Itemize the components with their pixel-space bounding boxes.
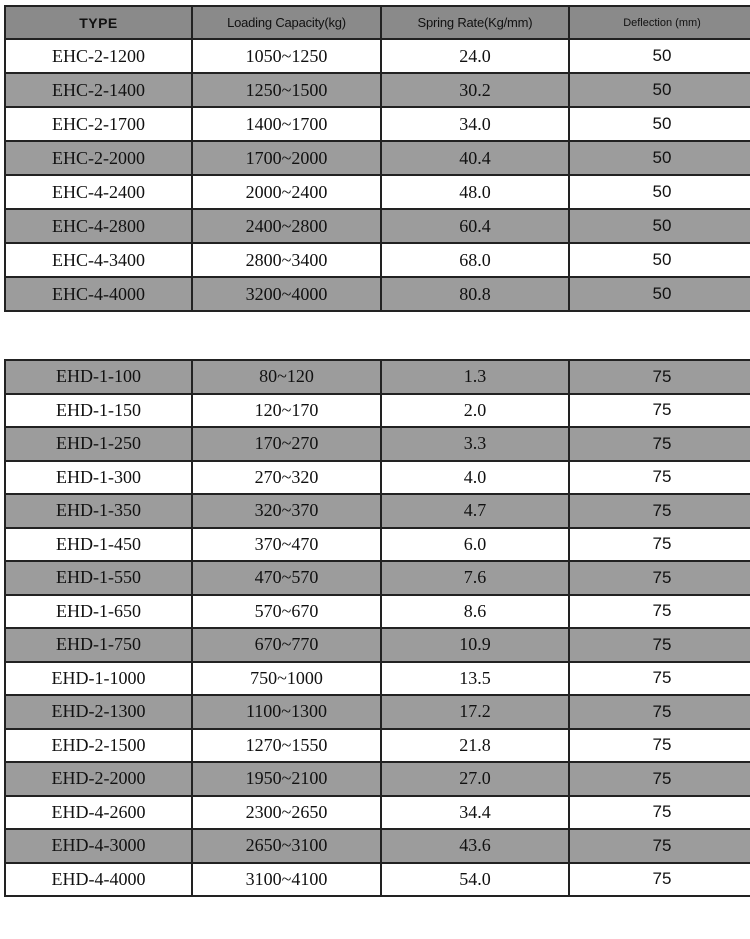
spring-rate-cell: 60.4 (381, 209, 569, 243)
deflection-cell: 75 (569, 394, 750, 428)
loading-capacity-cell: 1950~2100 (192, 762, 381, 796)
deflection-cell: 75 (569, 796, 750, 830)
type-cell: EHD-2-2000 (5, 762, 192, 796)
loading-capacity-cell: 750~1000 (192, 662, 381, 696)
loading-capacity-cell: 170~270 (192, 427, 381, 461)
spring-rate-cell: 6.0 (381, 528, 569, 562)
deflection-cell: 50 (569, 277, 750, 311)
type-cell: EHD-1-1000 (5, 662, 192, 696)
spring-rate-cell: 34.4 (381, 796, 569, 830)
spring-rate-cell: 40.4 (381, 141, 569, 175)
table-row (5, 277, 750, 311)
table-row (5, 243, 750, 277)
type-cell: EHD-1-250 (5, 427, 192, 461)
type-cell: EHD-4-3000 (5, 829, 192, 863)
table-row (5, 209, 750, 243)
loading-capacity-cell: 1100~1300 (192, 695, 381, 729)
header-row (5, 6, 750, 39)
table-row (5, 628, 750, 662)
deflection-cell: 75 (569, 427, 750, 461)
type-cell: EHC-2-2000 (5, 141, 192, 175)
type-cell: EHD-1-150 (5, 394, 192, 428)
loading-capacity-cell: 570~670 (192, 595, 381, 629)
loading-capacity-cell: 3100~4100 (192, 863, 381, 897)
type-cell: EHD-1-100 (5, 360, 192, 394)
header-loading-capacity: Loading Capacity(kg) (192, 6, 381, 39)
type-cell: EHD-1-750 (5, 628, 192, 662)
deflection-cell: 75 (569, 829, 750, 863)
loading-capacity-cell: 1270~1550 (192, 729, 381, 763)
deflection-cell: 50 (569, 107, 750, 141)
type-cell: EHD-2-1500 (5, 729, 192, 763)
deflection-cell: 75 (569, 662, 750, 696)
spring-rate-cell: 4.0 (381, 461, 569, 495)
type-cell: EHC-4-2800 (5, 209, 192, 243)
type-cell: EHD-1-350 (5, 494, 192, 528)
ehd-spec-table (4, 359, 750, 897)
spring-rate-cell: 24.0 (381, 39, 569, 73)
table-row (5, 561, 750, 595)
loading-capacity-cell: 1250~1500 (192, 73, 381, 107)
table-row (5, 175, 750, 209)
loading-capacity-cell: 3200~4000 (192, 277, 381, 311)
table-row (5, 494, 750, 528)
deflection-cell: 50 (569, 141, 750, 175)
loading-capacity-cell: 2300~2650 (192, 796, 381, 830)
loading-capacity-cell: 2400~2800 (192, 209, 381, 243)
type-cell: EHC-2-1200 (5, 39, 192, 73)
spring-rate-cell: 1.3 (381, 360, 569, 394)
spring-rate-cell: 80.8 (381, 277, 569, 311)
spring-rate-cell: 3.3 (381, 427, 569, 461)
spring-rate-cell: 10.9 (381, 628, 569, 662)
deflection-cell: 50 (569, 175, 750, 209)
spring-rate-cell: 48.0 (381, 175, 569, 209)
table-row (5, 729, 750, 763)
loading-capacity-cell: 80~120 (192, 360, 381, 394)
loading-capacity-cell: 1700~2000 (192, 141, 381, 175)
table-row (5, 863, 750, 897)
type-cell: EHD-4-4000 (5, 863, 192, 897)
type-cell: EHC-2-1400 (5, 73, 192, 107)
loading-capacity-cell: 1050~1250 (192, 39, 381, 73)
table-row (5, 528, 750, 562)
spring-rate-cell: 13.5 (381, 662, 569, 696)
type-cell: EHC-2-1700 (5, 107, 192, 141)
deflection-cell: 75 (569, 863, 750, 897)
deflection-cell: 75 (569, 595, 750, 629)
loading-capacity-cell: 270~320 (192, 461, 381, 495)
deflection-cell: 50 (569, 39, 750, 73)
deflection-cell: 75 (569, 494, 750, 528)
spring-rate-cell: 30.2 (381, 73, 569, 107)
deflection-cell: 75 (569, 695, 750, 729)
spring-rate-cell: 2.0 (381, 394, 569, 428)
deflection-cell: 75 (569, 528, 750, 562)
table-row (5, 394, 750, 428)
type-cell: EHD-2-1300 (5, 695, 192, 729)
spring-rate-cell: 68.0 (381, 243, 569, 277)
header-deflection: Deflection (mm) (569, 6, 750, 39)
loading-capacity-cell: 370~470 (192, 528, 381, 562)
loading-capacity-cell: 2000~2400 (192, 175, 381, 209)
loading-capacity-cell: 320~370 (192, 494, 381, 528)
table-row (5, 829, 750, 863)
table-row (5, 73, 750, 107)
table-row (5, 662, 750, 696)
spring-rate-cell: 27.0 (381, 762, 569, 796)
table-row (5, 695, 750, 729)
type-cell: EHD-1-300 (5, 461, 192, 495)
loading-capacity-cell: 470~570 (192, 561, 381, 595)
type-cell: EHC-4-3400 (5, 243, 192, 277)
deflection-cell: 75 (569, 762, 750, 796)
deflection-cell: 75 (569, 360, 750, 394)
spring-rate-cell: 8.6 (381, 595, 569, 629)
spring-rate-cell: 54.0 (381, 863, 569, 897)
header-type: TYPE (5, 6, 192, 39)
ehc-spec-table (4, 5, 750, 312)
loading-capacity-cell: 1400~1700 (192, 107, 381, 141)
type-cell: EHD-4-2600 (5, 796, 192, 830)
table-row (5, 107, 750, 141)
type-cell: EHD-1-450 (5, 528, 192, 562)
table-row (5, 796, 750, 830)
loading-capacity-cell: 120~170 (192, 394, 381, 428)
deflection-cell: 50 (569, 209, 750, 243)
deflection-cell: 75 (569, 561, 750, 595)
type-cell: EHD-1-550 (5, 561, 192, 595)
spring-rate-cell: 17.2 (381, 695, 569, 729)
spring-rate-cell: 7.6 (381, 561, 569, 595)
loading-capacity-cell: 2650~3100 (192, 829, 381, 863)
header-spring-rate: Spring Rate(Kg/mm) (381, 6, 569, 39)
table-row (5, 360, 750, 394)
deflection-cell: 50 (569, 243, 750, 277)
deflection-cell: 75 (569, 729, 750, 763)
spring-rate-cell: 21.8 (381, 729, 569, 763)
table-row (5, 461, 750, 495)
table-row (5, 762, 750, 796)
spring-rate-cell: 34.0 (381, 107, 569, 141)
loading-capacity-cell: 2800~3400 (192, 243, 381, 277)
spring-rate-cell: 4.7 (381, 494, 569, 528)
type-cell: EHC-4-2400 (5, 175, 192, 209)
deflection-cell: 75 (569, 461, 750, 495)
table-row (5, 595, 750, 629)
table-row (5, 427, 750, 461)
spring-rate-cell: 43.6 (381, 829, 569, 863)
table-row (5, 141, 750, 175)
loading-capacity-cell: 670~770 (192, 628, 381, 662)
table-row (5, 39, 750, 73)
deflection-cell: 75 (569, 628, 750, 662)
deflection-cell: 50 (569, 73, 750, 107)
type-cell: EHD-1-650 (5, 595, 192, 629)
type-cell: EHC-4-4000 (5, 277, 192, 311)
